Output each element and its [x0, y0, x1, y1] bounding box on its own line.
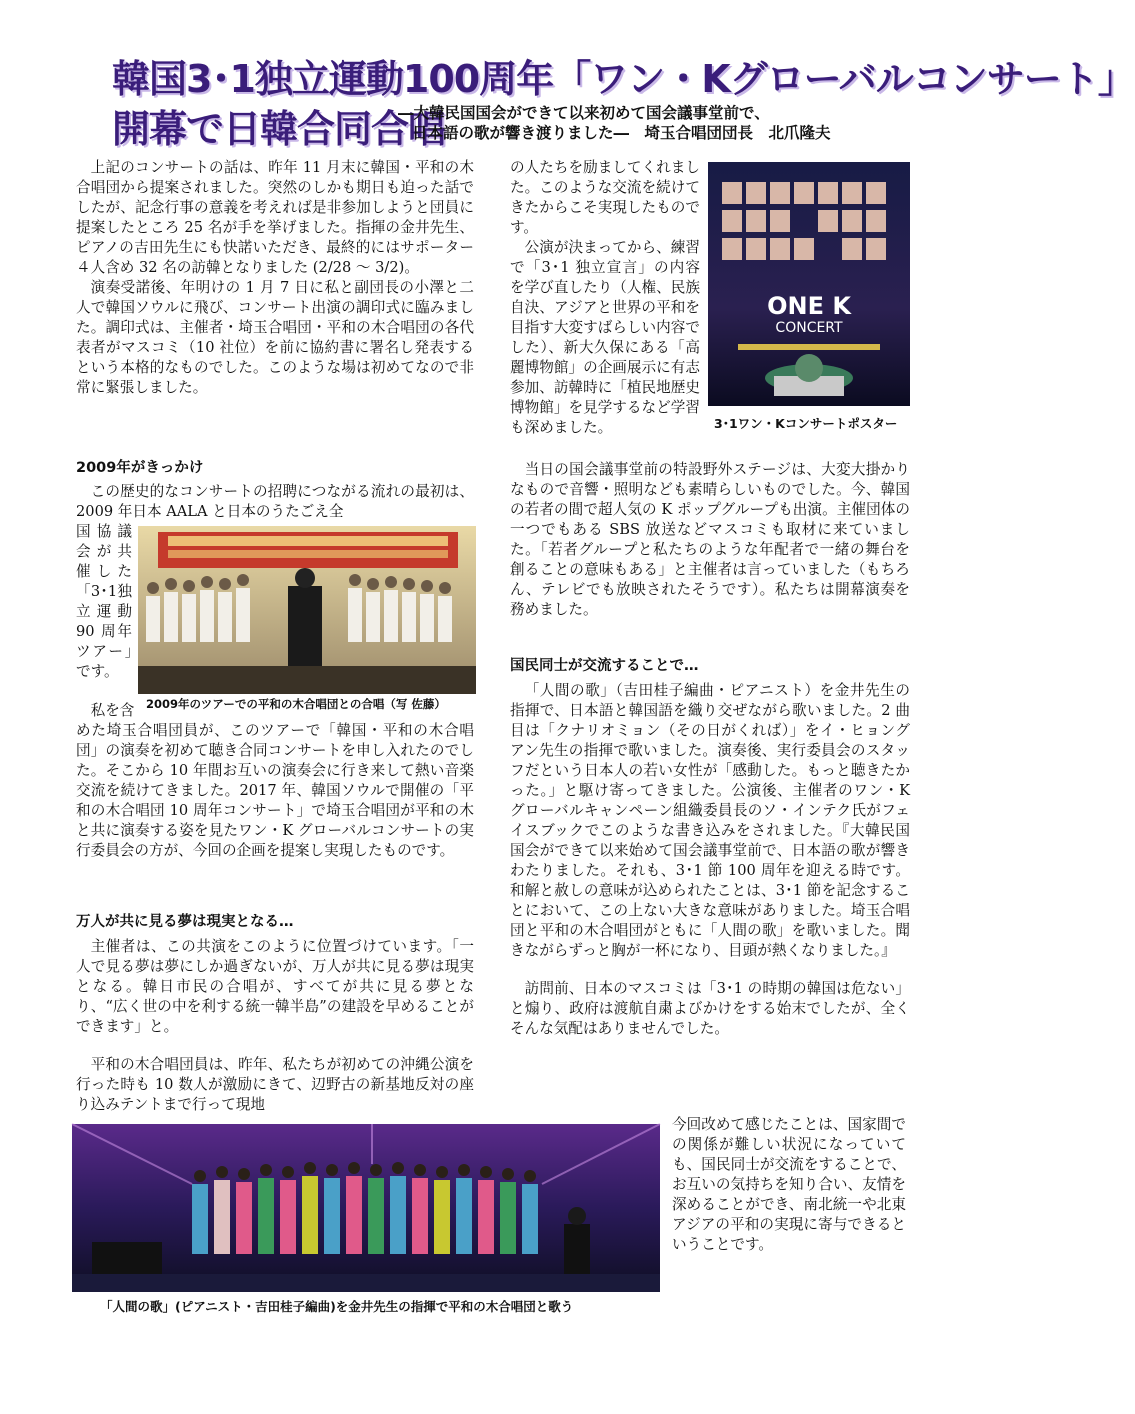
paragraph: 演奏受諾後、年明けの 1 月 7 日に私と副団長の小澤と二人で韓国ソウルに飛び、コンサート出演の調印式に臨みました。調印式は、主催者・埼玉合唱団・平和の木合唱団の各代表者がマスコミ（10 社位）を前に協約書に署名し発表するという本格的なものでした。このような場は初めてなので非常に緊張しました。 — [76, 279, 474, 396]
subtitle-line1: ―大韓民国国会ができて以来初めて国会議事堂前で、 — [398, 104, 770, 122]
concert-poster — [708, 162, 910, 406]
paragraph — [76, 701, 136, 721]
poster-concert-text: CONCERT — [775, 320, 843, 336]
right-lower — [510, 681, 910, 1039]
article-title-line2: 開幕で日韓合同合唱 — [112, 107, 446, 151]
paragraph: 「人間の歌」（吉田桂子編曲・ピアニスト）を金井先生の指揮で、日本語と韓国語を織り交ぜながら歌いました。2 曲目は「クナリオミョン（その日がくれば）」をイ・ヒョングアン先生の指揮で歌いました。演奏後、実行委員会のスタッフだという日本人の若い女性が「感動した。もっと聴きたかった。」と駆け寄ってきました。公演後、主催者のワン・K グローバルキャンペーン組織委員長のソ・インテク氏がフェイスブックでこのような書き込みをされました。『大韓民国国会ができて以来始めて国会議事堂前で、日本語の歌が響きわたりました。それも、3･1 節 100 周年を迎える時です。和解と赦しの意味が込められたことは、3･1 節を記念することにおいて、この上ない大きな意味がありました。埼玉合唱団と平和の木合唱団がともに「人間の歌」を歌いました。聞きながらずっと胸が一杯になり、目頭が熱くなりました。』 — [510, 682, 910, 959]
subtitle-line2: 日本語の歌が響き渡りました― 埼玉合唱団団長 北爪隆夫 — [412, 124, 831, 142]
left-intro — [76, 158, 474, 398]
photo-2009-caption: 2009年のツアーでの平和の木合唱団との合唱（写 佐藤） — [146, 697, 446, 711]
section-heading-exchange: 国民同士が交流することで… — [510, 658, 699, 674]
article-title-line1: 韓国3･1独立運動100周年「ワン・Kグローバルコンサート」 — [112, 57, 1135, 101]
paragraph-text: 国協議会が共催した「3･1独立運動 90 周年ツアー」です。 — [76, 523, 132, 680]
choir-stage-photo — [72, 1124, 660, 1292]
paragraph — [76, 721, 474, 861]
paragraph: 訪問前、日本のマスコミは「3･1 の時期の韓国は危ない」と煽り、政府は渡航自粛よびかけをする始末でしたが、全くそんな気配はありませんでした。 — [510, 980, 910, 1037]
paragraph: 主催者は、この共演をこのように位置づけています。「一人で見る夢は夢にしか過ぎないが、万人が共に見る夢は現実となる。韓日市民の合唱が、すべてが共に見る夢となり、“広く世の中を利する統一韓半島”の建設を早めることができます」と。 — [76, 938, 474, 1035]
paragraph: 当日の国会議事堂前の特設野外ステージは、大変大掛かりなもので音響・照明なども素晴らしいものでした。今、韓国の若者の間で超人気の K ポップグループも出演。主催団体の一つでもある SBS 放送などマスコミも取材に来ていました。「若者グループと私たちのような年配者で一緒の舞台を創ることの意味もある」と主催者は言っていました（もちろん、テレビでも放映されたそうです）。私たちは開幕演奏を務めました。 — [510, 461, 910, 618]
section-heading-dream: 万人が共に見る夢は現実となる… — [76, 914, 294, 930]
paragraph-text: 私を含 — [90, 702, 135, 719]
paragraph: 上記のコンサートの話は、昨年 11 月末に韓国・平和の木合唱団から提案されました。突然のしかも期日も迫った話でしたが、記念行事の意義を考えれば是非参加しようと団員に提案したところ 25 名が手を挙げました。指揮の金井先生、ピアノの吉田先生にも快諾いただき、最終的にはサポーター４人含め 32 名の訪韓となりました (2/28 ～ 3/2)。 — [76, 159, 474, 276]
right-top — [510, 158, 700, 438]
paragraph: 今回改めて感じたことは、国家間での関係が難しい状況になっていても、国民同士が交流をすることで、お互いの気持ちを知り合い、友情を深めることができ、南北統一や北東アジアの平和の実現に寄与できるということです。 — [672, 1116, 906, 1253]
left-section2 — [76, 937, 474, 1115]
poster-caption: 3･1ワン・Kコンサートポスター — [714, 416, 898, 431]
svg-text:ONE K: ONE K — [767, 292, 851, 320]
paragraph-text: めた埼玉合唱団員が、このツアーで「韓国・平和の木合唱団」の演奏を初めて聴き合同コンサートを申し入れたのでした。そこから 10 年間お互いの演奏会に行き来して熱い音楽交流を続けてきました。2017 年、韓国ソウルで開催の「平和の木合唱団 10 周年コンサート」で埼玉合唱団が平和の木と共に演奏する姿を見たワン・K グローバルコンサートの実行委員会の方が、今回の企画を提案し実現したものです。 — [76, 722, 474, 859]
paragraph-text: この歴史的なコンサートの招聘につながる流れの最初は、2009 年日本 AALA と日本のうたごえ全 — [76, 483, 474, 520]
paragraph: の人たちを励ましてくれました。このような交流を続けてきたからこそ実現したものです。 — [510, 159, 700, 236]
bottom-photo-caption: 「人間の歌」(ピアニスト・吉田桂子編曲)を金井先生の指揮で平和の木合唱団と歌う — [100, 1299, 574, 1314]
choir-2009-photo — [138, 526, 476, 694]
paragraph: 公演が決まってから、練習で「3･1 独立宣言」の内容を学び直したり（人権、民族自決、アジアと世界の平和を目指す大変すばらしい内容でした）、新大久保にある「高麗博物館」の企画展示に有志参加、訪韓時に「植民地歴史博物館」を見学するなど学習も深めました。 — [510, 239, 700, 436]
right-middle — [510, 460, 910, 620]
paragraph — [76, 482, 474, 522]
right-conclusion — [672, 1115, 906, 1255]
paragraph: 平和の木合唱団員は、昨年、私たちが初めての沖縄公演を行った時も 10 数人が激励にきて、辺野古の新基地反対の座り込みテントまで行って現地 — [76, 1056, 474, 1113]
section-heading-2009: 2009年がきっかけ — [76, 460, 204, 476]
paragraph-wrap-narrow — [76, 522, 132, 682]
